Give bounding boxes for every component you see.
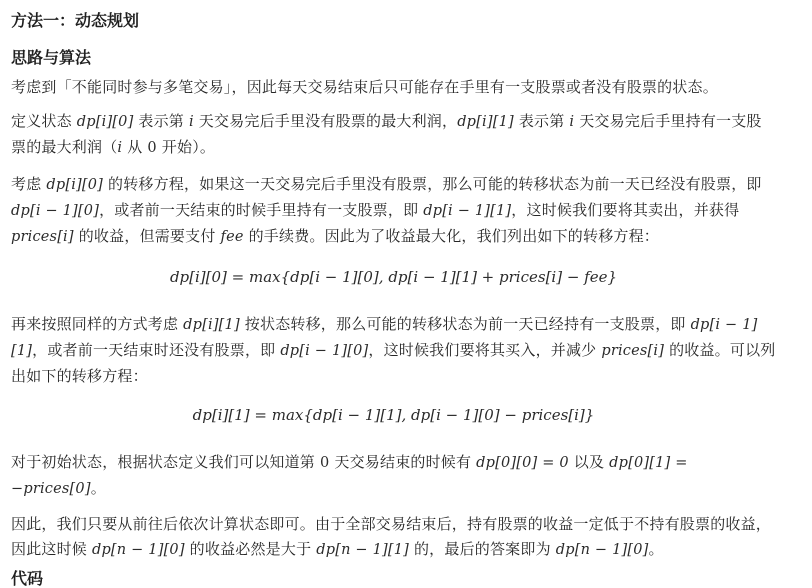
math-dp-last-0: dp[n − 1][0]: [555, 542, 649, 558]
formula-hold-stock: dp[i][1] = max{dp[i − 1][1], dp[i − 1][0] − prices[i]}: [192, 406, 595, 424]
math-dp-i-0: dp[i][0]: [76, 114, 134, 130]
text: 以及: [568, 453, 610, 471]
math-dp-i-1: dp[i][1]: [457, 114, 514, 130]
math-dp-prev-0: dp[i − 1][0]: [11, 203, 100, 219]
text: 。: [90, 479, 106, 497]
text: ，或者前一天结束时还没有股票，即: [32, 341, 281, 359]
text: 天交易完后手里持有一支股票的最大利润（: [11, 112, 762, 156]
text: 。: [648, 540, 664, 558]
text: 的收益，但需要支付: [73, 227, 221, 245]
formula-no-stock: dp[i][0] = max{dp[i − 1][0], dp[i − 1][1] + prices[i] − fee}: [169, 268, 618, 286]
paragraph-transition-no-stock: [11, 172, 776, 250]
method-title: 方法一：动态规划: [11, 11, 140, 30]
text: ，这时候我们要将其卖出，并获得: [511, 201, 740, 219]
text: 再来按照同样的方式考虑: [11, 315, 184, 333]
paragraph-state-definition: [11, 109, 776, 161]
math-zero: 0: [147, 140, 157, 156]
text: 从: [122, 138, 148, 156]
text: 考虑: [11, 175, 47, 193]
text: ，或者前一天结束的时候手里持有一支股票，即: [99, 201, 424, 219]
math-dp-i-1: dp[i][1]: [183, 317, 240, 333]
text: 的收益。可以列出如下的转移方程：: [11, 341, 776, 385]
math-dp-prev-0: dp[i − 1][0]: [280, 343, 369, 359]
text: 的手续费。因此为了收益最大化，我们列出如下的转移方程：: [243, 227, 660, 245]
text: ，这时候我们要将其买入，并减少: [368, 341, 602, 359]
text: 定义状态: [11, 112, 77, 130]
text: 对于初始状态，根据状态定义我们可以知道第: [11, 453, 320, 471]
math-i: i: [117, 140, 123, 156]
math-dp-prev-1: dp[i − 1][1]: [11, 317, 758, 359]
math-prices-i: prices[i]: [11, 229, 74, 245]
math-zero: 0: [319, 455, 330, 471]
text: 的转移方程，如果这一天交易完后手里没有股票，那么可能的转移状态为前一天已经没有股票，即: [103, 175, 762, 193]
math-dp-last-0: dp[n − 1][0]: [91, 542, 185, 558]
math-i: i: [188, 114, 194, 130]
math-dp-last-1: dp[n − 1][1]: [316, 542, 410, 558]
text: 表示第: [513, 112, 570, 130]
text: 的收益必然是大于: [184, 540, 317, 558]
paragraph-initial-state: [11, 450, 776, 502]
math-dp-prev-1: dp[i − 1][1]: [423, 203, 512, 219]
text: 按状态转移，那么可能的转移状态为前一天已经持有一支股票，即: [239, 315, 691, 333]
text: 因此，我们只要从前往后依次计算状态即可。由于全部交易结束后，持有股票的收益一定低于不持有股票的收益，因此这时候: [11, 515, 772, 558]
math-i: i: [569, 114, 575, 130]
text: 开始）。: [156, 138, 216, 156]
text: 天交易完后手里没有股票的最大利润，: [193, 112, 458, 130]
math-prices-i: prices[i]: [601, 343, 665, 359]
code-section-heading: 代码: [11, 569, 44, 588]
paragraph-conclusion: [11, 512, 776, 563]
section-title: 思路与算法: [11, 48, 92, 67]
math-dp-i-0: dp[i][0]: [46, 177, 104, 193]
text: 的，最后的答案即为: [409, 540, 556, 558]
paragraph-transition-hold-stock: [11, 312, 776, 389]
text: 天交易结束的时候有: [329, 453, 477, 471]
math-dp-0-1: dp[0][1] = −prices[0]: [11, 455, 688, 497]
paragraph-intro: [11, 75, 776, 100]
text: 表示第: [133, 112, 189, 130]
math-fee: fee: [220, 229, 244, 245]
math-dp-0-0: dp[0][0] = 0: [476, 455, 569, 471]
paragraph-intro-text: 考虑到「不能同时参与多笔交易」，因此每天交易结束后只可能存在手里有一支股票或者没有股票的状态。: [11, 78, 718, 96]
